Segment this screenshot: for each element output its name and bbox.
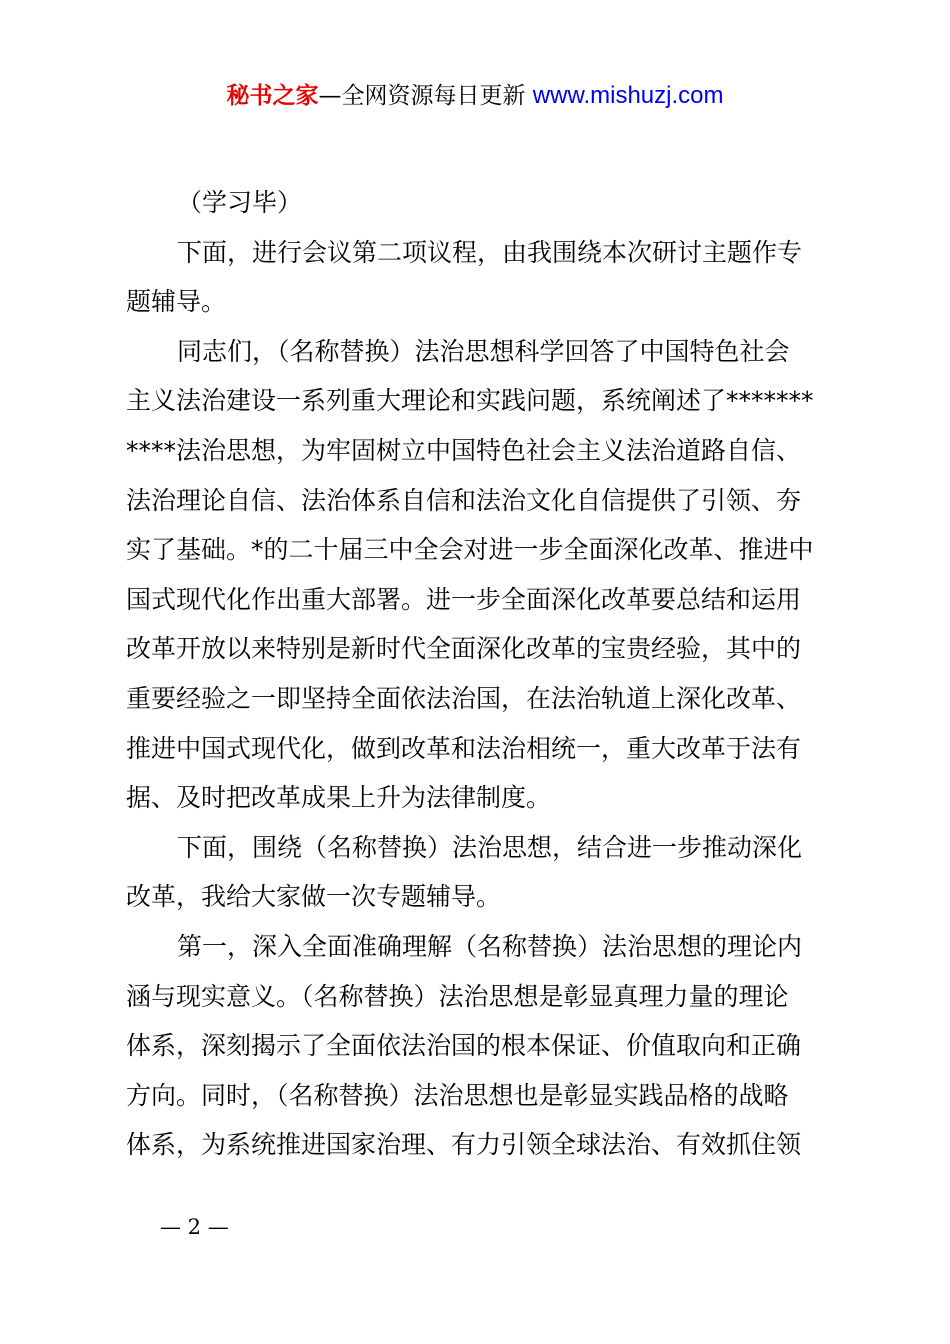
- site-url-link[interactable]: www.mishuzj.com: [532, 82, 724, 109]
- text-line: 题辅导。: [126, 287, 227, 317]
- text-line: 据、及时把改革成果上升为法律制度。: [126, 783, 552, 813]
- text-line: 涵与现实意义。（名称替换）法治思想是彰显真理力量的理论: [126, 981, 789, 1011]
- document-body: [126, 178, 832, 1170]
- text-line: 国式现代化作出重大部署。进一步全面深化改革要总结和运用: [126, 584, 802, 614]
- text-line: 方向。同时，（名称替换）法治思想也是彰显实践品格的战略: [126, 1080, 789, 1110]
- header-tagline: —全网资源每日更新: [318, 83, 526, 109]
- text-line: 改革，我给大家做一次专题辅导。: [126, 882, 502, 912]
- text-line: 下面，进行会议第二项议程，由我围绕本次研讨主题作专: [177, 237, 803, 267]
- text-line: 推进中国式现代化，做到改革和法治相统一，重大改革于法有: [126, 733, 802, 763]
- text-line: 下面，围绕（名称替换）法治思想，结合进一步推动深化: [177, 832, 803, 862]
- text-line: 体系，为系统推进国家治理、有力引领全球法治、有效抓住领: [126, 1130, 802, 1160]
- text-line: 重要经验之一即坚持全面依法治国，在法治轨道上深化改革、: [126, 683, 802, 713]
- text-line: 主义法治建设一系列重大理论和实践问题，系统阐述了*******: [126, 386, 814, 416]
- site-header: [0, 78, 950, 114]
- page-number: — 2 —: [160, 1215, 229, 1239]
- text-line: 改革开放以来特别是新时代全面深化改革的宝贵经验，其中的: [126, 634, 802, 664]
- text-line: （学习毕）: [177, 188, 303, 217]
- text-line: 实了基础。*的二十届三中全会对进一步全面深化改革、推进中: [126, 535, 814, 565]
- text-line: 第一，深入全面准确理解（名称替换）法治思想的理论内: [177, 931, 803, 961]
- text-line: 法治理论自信、法治体系自信和法治文化自信提供了引领、夯: [126, 485, 802, 515]
- brand-name: 秘书之家: [226, 83, 319, 109]
- text-line: 体系，深刻揭示了全面依法治国的根本保证、价值取向和正确: [126, 1031, 802, 1061]
- text-line: ****法治思想，为牢固树立中国特色社会主义法治道路自信、: [126, 435, 802, 465]
- text-line: 同志们，（名称替换）法治思想科学回答了中国特色社会: [177, 336, 790, 366]
